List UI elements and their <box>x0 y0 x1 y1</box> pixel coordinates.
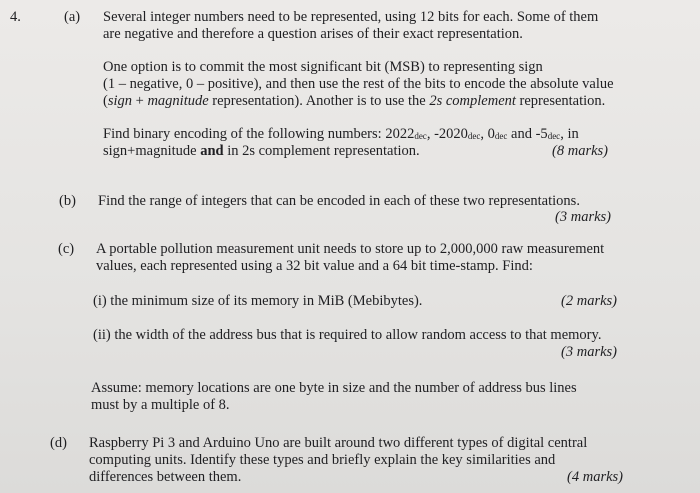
part-a-p1-line2: are negative and therefore a question arises of their exact representation. <box>103 26 523 42</box>
part-a-marks: (8 marks) <box>552 143 608 159</box>
part-c-ii-text: (ii) the width of the address bus that is required to allow random access to that memory. <box>93 327 602 343</box>
part-c-assume-line2: must by a multiple of 8. <box>91 397 230 413</box>
part-a-p3-line2: sign+magnitude and in 2s complement representation. <box>103 143 420 159</box>
part-a-p2-line1: One option is to commit the most significant bit (MSB) to representing sign <box>103 59 543 75</box>
part-c-i-text: (i) the minimum size of its memory in MiB (Mebibytes). <box>93 293 423 309</box>
part-a-p3-line1: Find binary encoding of the following numbers: $2022_{dec}$, $-2020_{dec}$, $0_{dec}$ and $-5_{dec}$, in <box>103 126 579 142</box>
part-a-p2-line3: (sign + magnitude representation). Another is to use the 2s complement representation. <box>103 93 606 109</box>
part-c-ii-marks: (3 marks) <box>561 344 617 360</box>
part-b-label: (b) <box>59 193 76 209</box>
part-c-label: (c) <box>58 241 75 257</box>
part-d-line3: differences between them. <box>89 469 242 485</box>
part-d-marks: (4 marks) <box>567 469 623 485</box>
part-c-line2: values, each represented using a 32 bit value and a 64 bit time-stamp. Find: <box>96 258 533 274</box>
part-a-p1-line1: Several integer numbers need to be represented, using 12 bits for each. Some of them <box>103 9 599 25</box>
part-c-line1: A portable pollution measurement unit needs to store up to 2,000,000 raw measurement <box>96 241 605 257</box>
part-d-line2: computing units. Identify these types and briefly explain the key similarities and <box>89 452 556 468</box>
part-c-i-marks: (2 marks) <box>561 293 617 309</box>
part-b-marks: (3 marks) <box>555 209 611 225</box>
part-c-assume-line1: Assume: memory locations are one byte in size and the number of address bus lines <box>91 380 577 396</box>
part-a-label: (a) <box>64 9 81 25</box>
part-b-line1: Find the range of integers that can be encoded in each of these two representations. <box>98 193 580 209</box>
part-d-label: (d) <box>50 435 67 451</box>
part-a-p2-line2: (1 – negative, 0 – positive), and then use the rest of the bits to encode the absolute value <box>103 76 614 92</box>
question-number: 4. <box>10 9 21 25</box>
part-d-line1: Raspberry Pi 3 and Arduino Uno are built around two different types of digital central <box>89 435 588 451</box>
